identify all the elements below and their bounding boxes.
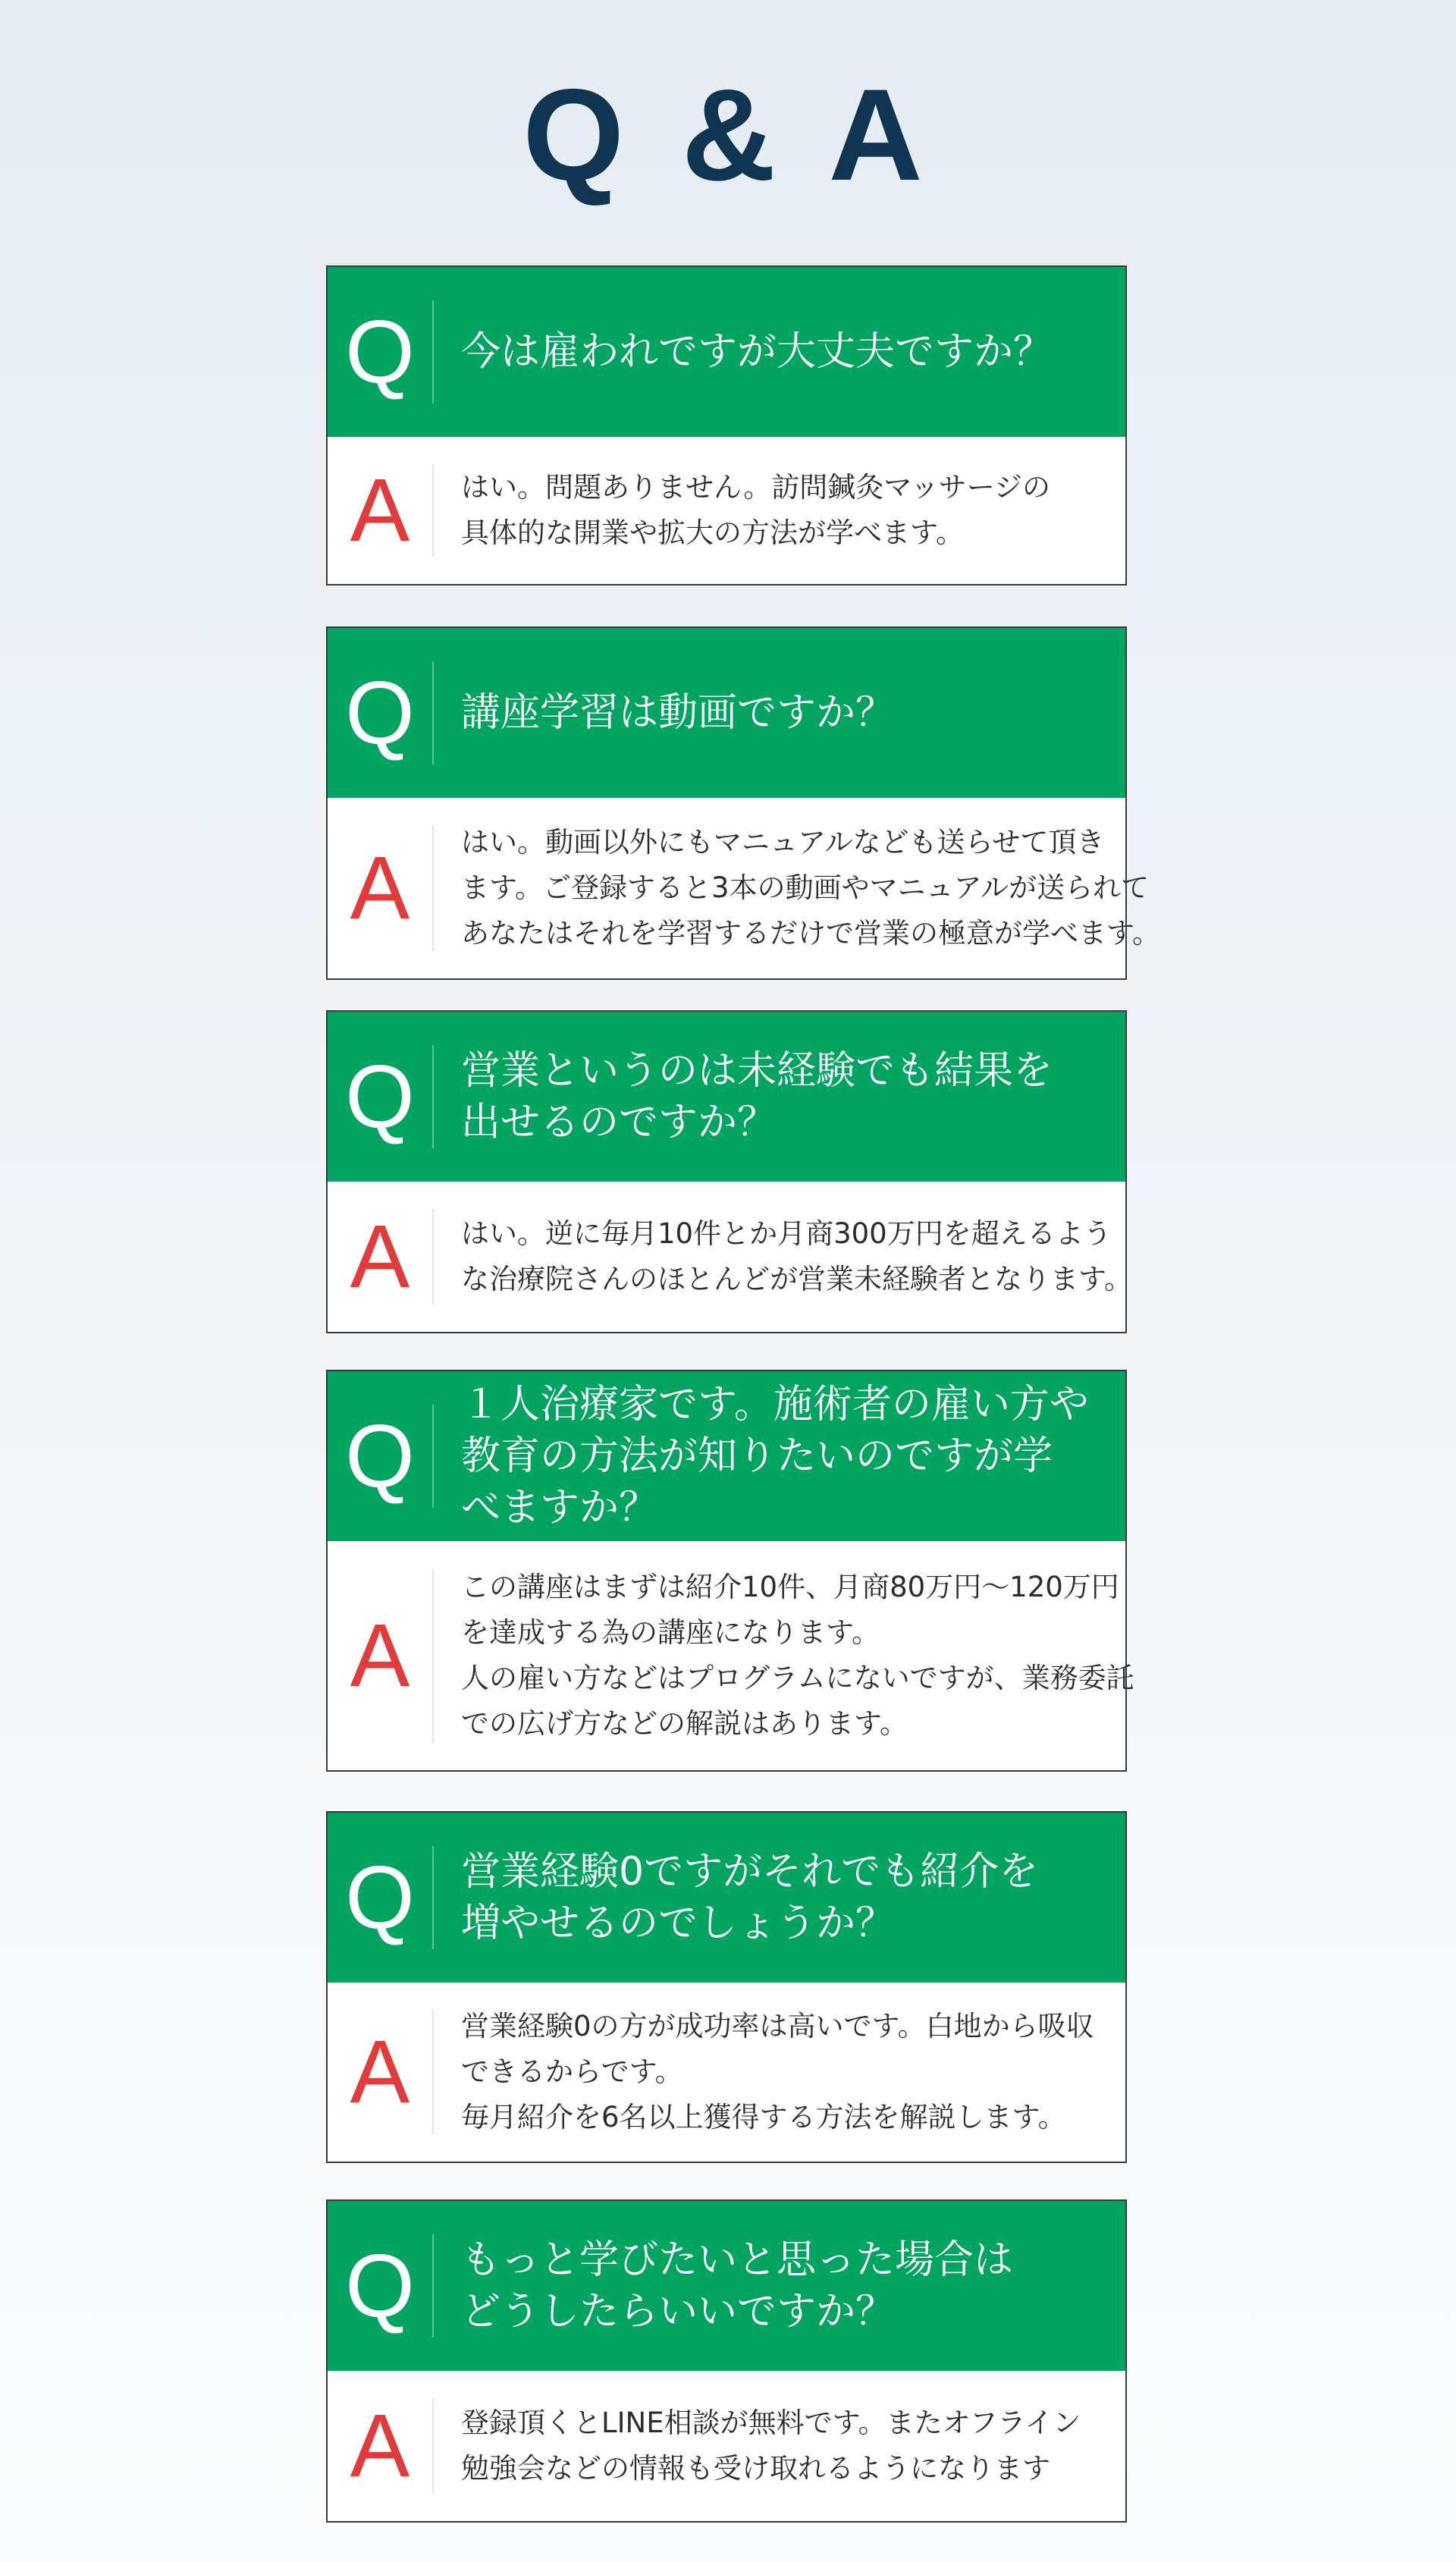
question-text — [461, 1813, 1110, 1983]
answer-mark: A — [350, 2396, 410, 2496]
answer-line: あなたはそれを学習するだけで営業の極意が学べます。 — [461, 917, 1161, 950]
faq-answer — [328, 798, 1161, 978]
question-text — [461, 1371, 1110, 1541]
answer-mark: A — [350, 1207, 410, 1307]
question-line: 増やせるのでしょうか？ — [461, 1901, 896, 1946]
faq-item — [326, 1811, 1127, 2163]
divider — [432, 825, 434, 951]
divider — [432, 1209, 434, 1305]
divider — [432, 1846, 434, 1949]
page-title: Q & A — [522, 62, 934, 208]
question-line: 教育の方法が知りたいのですが学 — [461, 1433, 1053, 1479]
divider — [432, 1405, 434, 1508]
faq-answer — [328, 1541, 1134, 1770]
answer-mark: A — [350, 1606, 410, 1706]
answer-line: での広げ方などの解説はあります。 — [461, 1707, 908, 1740]
answer-mark: A — [350, 460, 410, 560]
question-text — [461, 2201, 1110, 2371]
answer-line: この講座はまずは紹介10件、月商80万円〜120万円 — [461, 1571, 1119, 1603]
question-mark: Q — [345, 1848, 415, 1948]
divider — [432, 1568, 434, 1743]
answer-text — [461, 437, 1122, 584]
faq-answer — [328, 437, 1125, 584]
answer-text — [461, 1983, 1122, 2162]
question-line: もっと学びたいと思った場合は — [461, 2237, 1014, 2283]
faq-question[interactable] — [328, 628, 1125, 798]
question-line: 営業経験0ですがそれでも紹介を — [461, 1849, 1039, 1895]
faq-question[interactable] — [328, 1813, 1125, 1983]
answer-line: 毎月紹介を6名以上獲得する方法を解説します。 — [461, 2101, 1066, 2133]
faq-item — [326, 626, 1161, 980]
question-line: 出せるのですか？ — [461, 1100, 777, 1145]
faq-item — [326, 265, 1127, 586]
question-text — [461, 628, 1110, 798]
answer-line: 人の雇い方などはプログラムにないですが、業務委託 — [461, 1662, 1134, 1694]
answer-line: な治療院さんのほとんどが営業未経験者となります。 — [461, 1263, 1133, 1295]
answer-text — [461, 1541, 1134, 1770]
divider — [432, 661, 434, 765]
answer-text — [461, 798, 1161, 978]
faq-question[interactable] — [328, 1012, 1125, 1182]
question-line: 今は雇われですが大丈夫ですか？ — [461, 329, 1053, 375]
answer-line: 登録頂くとLINE相談が無料です。またオフライン — [461, 2407, 1081, 2439]
answer-line: はい。逆に毎月10件とか月商300万円を超えるよう — [461, 1217, 1112, 1250]
question-mark: Q — [345, 663, 415, 763]
question-line: １人治療家です。施術者の雇い方や — [461, 1382, 1089, 1427]
faq-item — [326, 1010, 1133, 1333]
question-line: どうしたらいいですか？ — [461, 2289, 896, 2334]
answer-mark: A — [350, 838, 410, 938]
answer-line: 具体的な開業や拡大の方法が学べます。 — [461, 516, 965, 549]
divider — [432, 1045, 434, 1148]
answer-text — [461, 1182, 1133, 1332]
faq-answer — [328, 1983, 1125, 2162]
divider — [432, 2010, 434, 2134]
question-text — [461, 267, 1110, 437]
question-mark: Q — [345, 2236, 415, 2336]
answer-line: 勉強会などの情報も受け取れるようになります — [461, 2452, 1050, 2485]
answer-line: ます。ご登録すると3本の動画やマニュアルが送られて — [461, 871, 1150, 904]
answer-line: はい。動画以外にもマニュアルなども送らせて頂き — [461, 826, 1105, 859]
answer-mark: A — [350, 2022, 410, 2122]
question-line: 営業というのは未経験でも結果を — [461, 1048, 1053, 1094]
faq-answer — [328, 1182, 1133, 1332]
question-line: べますか？ — [461, 1485, 659, 1531]
answer-text — [461, 2371, 1122, 2521]
faq-question[interactable] — [328, 1371, 1125, 1541]
divider — [432, 2234, 434, 2338]
faq-question[interactable] — [328, 2201, 1125, 2371]
faq-item — [326, 2199, 1127, 2523]
answer-line: を達成する為の講座になります。 — [461, 1616, 880, 1649]
answer-line: できるからです。 — [461, 2055, 683, 2088]
divider — [432, 464, 434, 557]
question-line: 講座学習は動画ですか？ — [461, 690, 896, 736]
answer-line: はい。問題ありません。訪問鍼灸マッサージの — [461, 471, 1050, 504]
divider — [432, 2398, 434, 2494]
question-text — [461, 1012, 1110, 1182]
answer-line: 営業経験0の方が成功率は高いです。白地から吸収 — [461, 2010, 1094, 2042]
question-mark: Q — [345, 1047, 415, 1147]
divider — [432, 300, 434, 403]
question-mark: Q — [345, 1406, 415, 1506]
faq-item — [326, 1370, 1134, 1772]
faq-answer — [328, 2371, 1125, 2521]
question-mark: Q — [345, 302, 415, 402]
faq-question[interactable] — [328, 267, 1125, 437]
